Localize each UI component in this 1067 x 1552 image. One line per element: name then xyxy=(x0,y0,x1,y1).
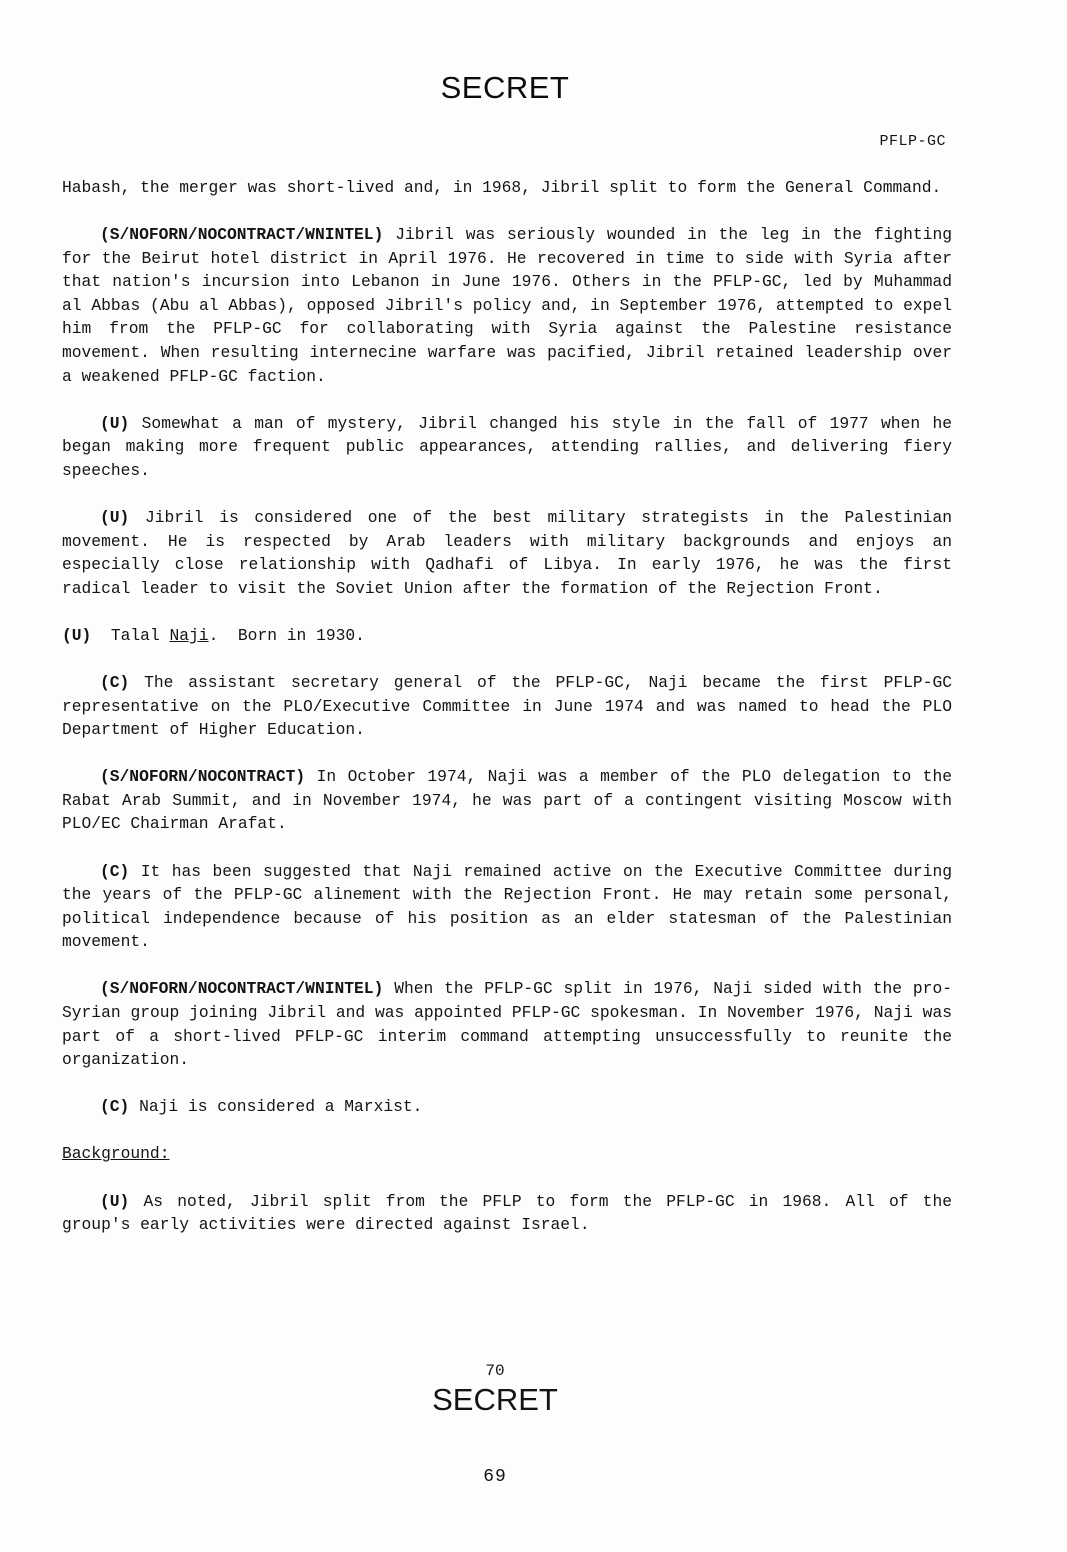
classification-tag: (S/NOFORN/NOCONTRACT/WNINTEL) xyxy=(100,979,384,999)
paragraph-text: Jibril was seriously wounded in the leg in the fighting for the Beirut hotel district in April 1976. He recovered in time to side with Syria after that nation's incursion into Lebanon in June 1976. Others in the PFLP-GC, led by Muhammad al Abbas (Abu al Abbas), opposed Jibril's policy and, in September 1976, attempted to expel him from the PFLP-GC for collaborating with Syria against the Palestine resistance movement. When resulting internecine warfare was pacified, Jibril retained leadership over a weakened PFLP-GC faction. xyxy=(62,225,952,386)
paragraph-text: Habash, the merger was short-lived and, in 1968, Jibril split to form the General Command. xyxy=(62,178,942,197)
classification-tag: (S/NOFORN/NOCONTRACT) xyxy=(100,767,306,787)
classification-header: SECRET xyxy=(440,70,570,105)
background-heading xyxy=(62,1142,952,1166)
classification-footer: SECRET xyxy=(432,1382,558,1417)
section-reference: PFLP-GC xyxy=(879,133,946,150)
paragraph-naji-executive xyxy=(62,860,952,954)
classification-tag: (C) xyxy=(100,1097,130,1117)
person-first-name: Talal xyxy=(110,625,160,645)
paragraph-jibril-wounded xyxy=(62,223,952,388)
paragraph-text: Somewhat a man of mystery, Jibril changed his style in the fall of 1977 when he began making more frequent public appearances, attending rallies, and delivering fiery speeches. xyxy=(62,413,952,480)
paragraph-naji-marxist xyxy=(62,1095,952,1119)
classification-tag: (U) xyxy=(100,1191,130,1211)
classification-tag: (C) xyxy=(100,861,130,881)
paragraph-jibril-style xyxy=(62,412,952,483)
person-surname: Naji xyxy=(169,625,209,645)
paragraph-continuation xyxy=(62,176,952,200)
paragraph-jibril-strategist xyxy=(62,506,952,600)
paragraph-background xyxy=(62,1190,952,1237)
paragraph-naji-split xyxy=(62,977,952,1071)
section-heading: Background: xyxy=(62,1144,170,1164)
paragraph-text: The assistant secretary general of the PFLP-GC, Naji became the first PFLP-GC representative on the PLO/Executive Committee in June 1974 and was named to head the PLO Department of Higher Education. xyxy=(62,673,952,740)
person-birth: Born in 1930. xyxy=(237,625,365,645)
classification-tag: (S/NOFORN/NOCONTRACT/WNINTEL) xyxy=(100,225,384,245)
paragraph-text: Jibril is considered one of the best military strategists in the Palestinian movement. He is respected by Arab leaders with military backgrounds and enjoys an especially close relationship with Qadhafi of Libya. In early 1976, he was the first radical leader to visit the Soviet Union after the formation of the Rejection Front. xyxy=(62,508,952,598)
page-number: 69 xyxy=(483,1467,507,1487)
classification-tag: (U) xyxy=(62,625,92,645)
paragraph-text: It has been suggested that Naji remained active on the Executive Committee during the years of the PFLP-GC alinement with the Rejection Front. He may retain some personal, political independence because of his position as an elder statesman of the Palestinian movement. xyxy=(62,861,952,952)
classification-tag: (C) xyxy=(100,673,130,692)
naji-heading: (U) Talal Naji. Born in 1930. xyxy=(62,625,365,645)
paragraph-text: Naji is considered a Marxist. xyxy=(139,1097,423,1117)
paragraph-text: When the PFLP-GC split in 1976, Naji sided with the pro-Syrian group joining Jibril and was appointed PFLP-GC spokesman. In November 1976, Naji was part of a short-lived PFLP-GC interim command attempting unsuccessfully to reunite the organization. xyxy=(62,979,952,1070)
paragraph-text: In October 1974, Naji was a member of the PLO delegation to the Rabat Arab Summit, and in November 1974, he was part of a contingent visiting Moscow with PLO/EC Chairman Arafat. xyxy=(62,767,952,834)
classification-tag: (U) xyxy=(100,413,130,433)
paragraph-text: As noted, Jibril split from the PFLP to form the PFLP-GC in 1968. All of the group's early activities were directed against Israel. xyxy=(62,1191,952,1235)
classification-tag: (U) xyxy=(100,508,130,528)
paragraph-naji-role xyxy=(62,671,952,742)
document-body xyxy=(62,176,952,1237)
paragraph-naji-delegation xyxy=(62,765,952,836)
inner-page-number: 70 xyxy=(485,1362,505,1380)
